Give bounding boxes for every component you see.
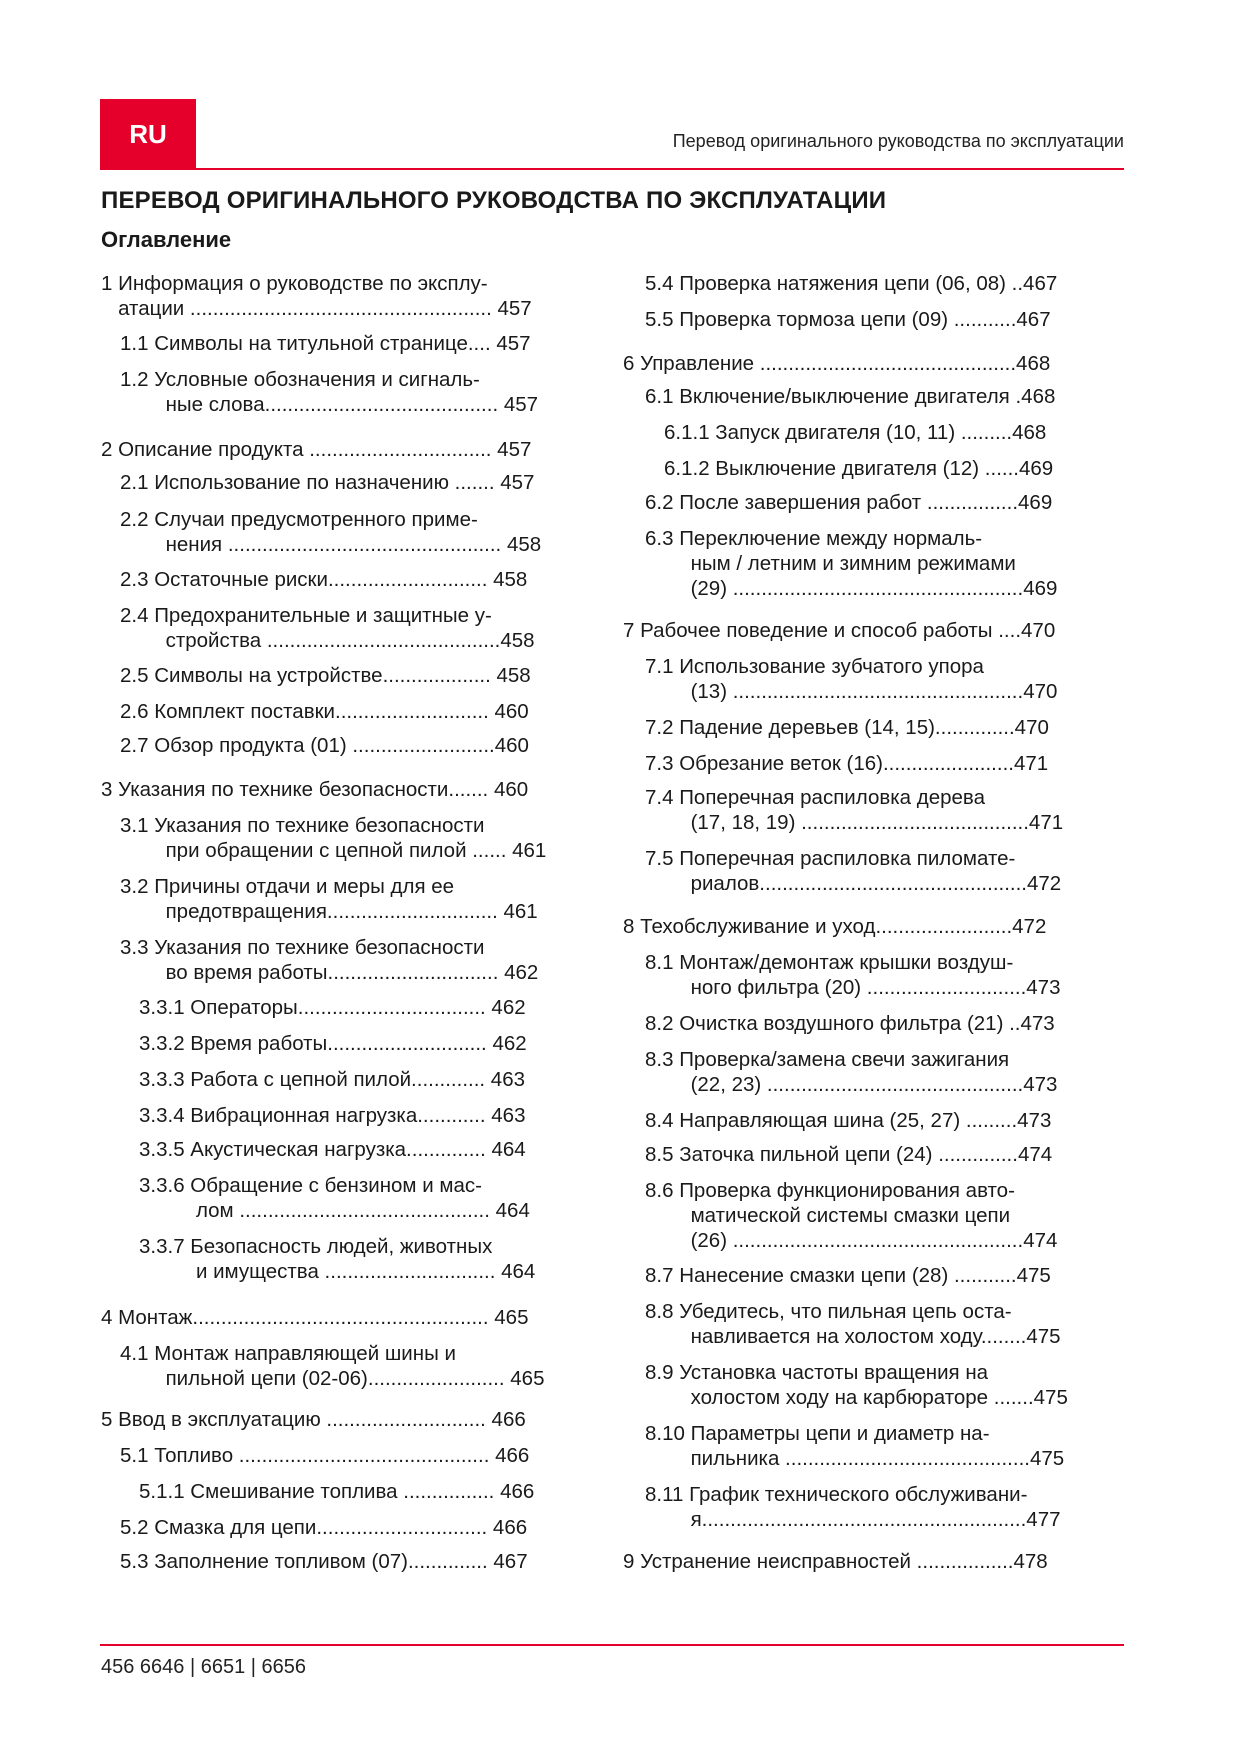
toc-entry[interactable]: 2.3 Остаточные риски............................ 458 (120, 568, 528, 591)
toc-entry[interactable]: 7.3 Обрезание веток (16).......................471 (645, 752, 1049, 775)
toc-entry[interactable]: 5.3 Заполнение топливом (07).............. 467 (120, 1550, 528, 1573)
toc-entry[interactable]: 2.6 Комплект поставки........................... 460 (120, 700, 529, 723)
toc-entry[interactable]: 6.3 Переключение между нормаль- ным / летним и зимним режимами (29) ...................................................469 (645, 527, 1058, 600)
toc-entry[interactable]: 2.7 Обзор продукта (01) .........................460 (120, 734, 529, 757)
toc-entry[interactable]: 5.5 Проверка тормоза цепи (09) ...........467 (645, 308, 1051, 331)
document-title: ПЕРЕВОД ОРИГИНАЛЬНОГО РУКОВОДСТВА ПО ЭКСПЛУАТАЦИИ (101, 187, 887, 214)
toc-entry[interactable]: 5.4 Проверка натяжения цепи (06, 08) ..467 (645, 272, 1058, 295)
toc-entry[interactable]: 6 Управление .............................................468 (623, 352, 1051, 375)
footer-rule (100, 1644, 1124, 1646)
toc-entry[interactable]: 4 Монтаж.................................................... 465 (101, 1306, 529, 1329)
toc-entry[interactable]: 3.3.1 Операторы................................. 462 (139, 996, 526, 1019)
toc-entry[interactable]: 3.3.2 Время работы............................ 462 (139, 1032, 527, 1055)
toc-entry[interactable]: 8.1 Монтаж/демонтаж крышки воздуш- ного фильтра (20) ............................473 (645, 951, 1061, 999)
toc-entry[interactable]: 8.2 Очистка воздушного фильтра (21) ..473 (645, 1012, 1055, 1035)
toc-entry[interactable]: 6.2 После завершения работ ................469 (645, 491, 1053, 514)
toc-entry[interactable]: 2 Описание продукта ................................ 457 (101, 438, 532, 461)
toc-entry[interactable]: 6.1.2 Выключение двигателя (12) ......469 (664, 457, 1054, 480)
toc-entry[interactable]: 1 Информация о руководстве по эксплу- атации ..................................................... 457 (101, 272, 532, 320)
toc-entry[interactable]: 2.5 Символы на устройстве................... 458 (120, 664, 531, 687)
toc-entry[interactable]: 5.1 Топливо ............................................ 466 (120, 1444, 530, 1467)
toc-entry[interactable]: 8.7 Нанесение смазки цепи (28) ...........475 (645, 1264, 1051, 1287)
footer-model-codes: 456 6646 | 6651 | 6656 (101, 1656, 307, 1678)
toc-entry[interactable]: 9 Устранение неисправностей .................478 (623, 1550, 1048, 1573)
toc-entry[interactable]: 7.2 Падение деревьев (14, 15)..............470 (645, 716, 1049, 739)
toc-entry[interactable]: 3.3.3 Работа с цепной пилой............. 463 (139, 1068, 525, 1091)
language-badge: RU (100, 99, 196, 169)
toc-entry[interactable]: 5.1.1 Смешивание топлива ................ 466 (139, 1480, 535, 1503)
toc-entry[interactable]: 2.1 Использование по назначению ....... 457 (120, 471, 535, 494)
toc-entry[interactable]: 3.3.6 Обращение с бензином и мас- лом ............................................ 464 (139, 1174, 530, 1222)
toc-entry[interactable]: 2.4 Предохранительные и защитные у- стройства .........................................458 (120, 604, 535, 652)
toc-entry[interactable]: 8.5 Заточка пильной цепи (24) ..............474 (645, 1143, 1053, 1166)
toc-entry[interactable]: 8.6 Проверка функционирования авто- матической системы смазки цепи (26) ...................................................474 (645, 1179, 1058, 1252)
running-header-title: Перевод оригинального руководства по эксплуатации (672, 131, 1124, 151)
toc-entry[interactable]: 7.5 Поперечная распиловка пиломате- риалов...............................................472 (645, 847, 1062, 895)
toc-entry[interactable]: 8.10 Параметры цепи и диаметр на- пильника ...........................................475 (645, 1422, 1065, 1470)
toc-entry[interactable]: 3.3 Указания по технике безопасности во время работы.............................. 462 (120, 936, 539, 984)
toc-entry[interactable]: 1.1 Символы на титульной странице.... 457 (120, 332, 531, 355)
toc-entry[interactable]: 7.4 Поперечная распиловка дерева (17, 18, 19) ........................................471 (645, 786, 1064, 834)
toc-entry[interactable]: 8.4 Направляющая шина (25, 27) .........473 (645, 1109, 1052, 1132)
toc-entry[interactable]: 8.8 Убедитесь, что пильная цепь оста- навливается на холостом ходу........475 (645, 1300, 1061, 1348)
toc-entry[interactable]: 1.2 Условные обозначения и сигналь- ные слова......................................... 457 (120, 368, 539, 416)
toc-entry[interactable]: 2.2 Случаи предусмотренного приме- нения ................................................ 458 (120, 508, 542, 556)
toc-entry[interactable]: 3.3.7 Безопасность людей, животных и имущества .............................. 464 (139, 1235, 536, 1283)
toc-entry[interactable]: 3.3.4 Вибрационная нагрузка............ 463 (139, 1104, 526, 1127)
toc-entry[interactable]: 3 Указания по технике безопасности....... 460 (101, 778, 529, 801)
toc-entry[interactable]: 3.2 Причины отдачи и меры для ее предотвращения.............................. 461 (120, 875, 538, 923)
toc-entry[interactable]: 6.1 Включение/выключение двигателя .468 (645, 385, 1056, 408)
toc-entry[interactable]: 8 Техобслуживание и уход........................472 (623, 915, 1047, 938)
toc-entry[interactable]: 5.2 Смазка для цепи.............................. 466 (120, 1516, 528, 1539)
toc-entry[interactable]: 3.1 Указания по технике безопасности при обращении с цепной пилой ...... 461 (120, 814, 547, 862)
toc-entry[interactable]: 8.11 График технического обслуживани- я.........................................................477 (645, 1483, 1061, 1531)
toc-heading: Оглавление (101, 227, 232, 252)
toc-entry[interactable]: 8.3 Проверка/замена свечи зажигания (22, 23) .............................................473 (645, 1048, 1058, 1096)
toc-entry[interactable]: 7 Рабочее поведение и способ работы ....470 (623, 619, 1056, 642)
toc-entry[interactable]: 6.1.1 Запуск двигателя (10, 11) .........468 (664, 421, 1047, 444)
toc-entry[interactable]: 3.3.5 Акустическая нагрузка.............. 464 (139, 1138, 526, 1161)
toc-entry[interactable]: 5 Ввод в эксплуатацию ............................ 466 (101, 1408, 526, 1431)
toc-entry[interactable]: 7.1 Использование зубчатого упора (13) ...................................................470 (645, 655, 1058, 703)
toc-entry[interactable]: 4.1 Монтаж направляющей шины и пильной цепи (02-06)........................ 465 (120, 1342, 545, 1390)
toc-entry[interactable]: 8.9 Установка частоты вращения на холостом ходу на карбюраторе .......475 (645, 1361, 1068, 1409)
